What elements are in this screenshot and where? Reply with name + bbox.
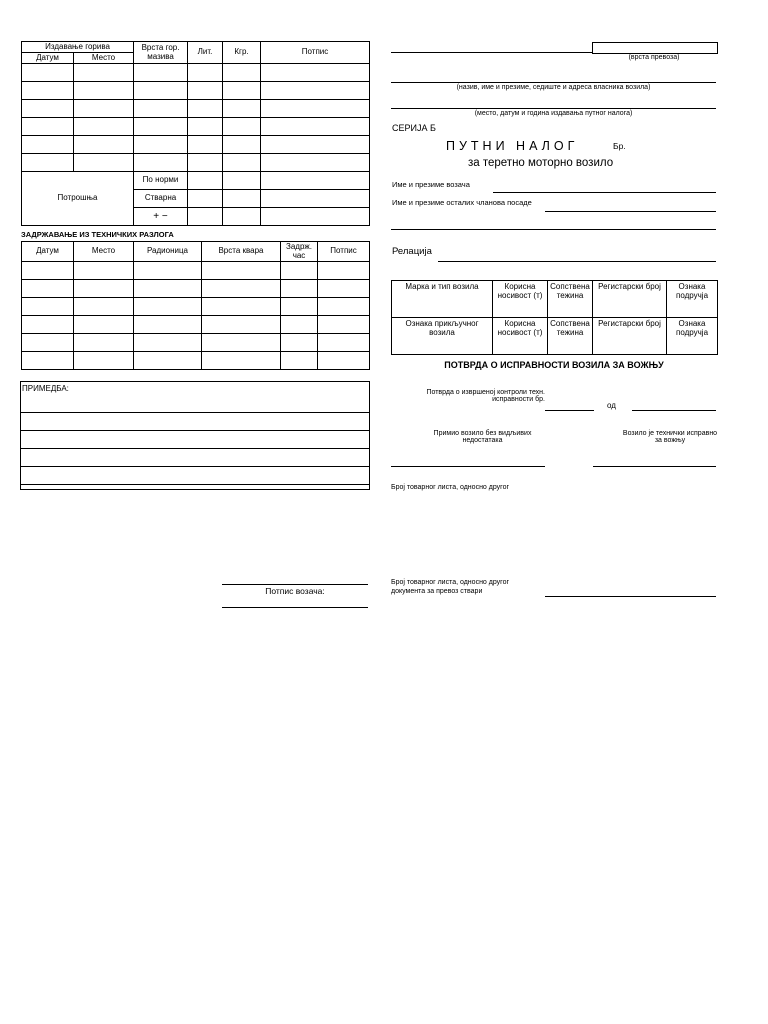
- fuel-cell[interactable]: [22, 100, 74, 118]
- fuel-cell[interactable]: [74, 100, 134, 118]
- fuel-type-header: Врста гор. мазива: [134, 42, 188, 64]
- trailer-registration-label: Регистарски број: [593, 318, 667, 355]
- driver-signature-line[interactable]: [222, 607, 368, 608]
- breakdown-cell[interactable]: [74, 352, 134, 370]
- transport-type-caption: (врста превоза): [628, 54, 680, 61]
- fuel-cell[interactable]: [261, 172, 370, 190]
- breakdown-cell[interactable]: [134, 280, 202, 298]
- signature-header: Потпис: [261, 42, 370, 64]
- breakdown-cell[interactable]: [22, 334, 74, 352]
- fuel-cell[interactable]: [22, 118, 74, 136]
- fuel-cell[interactable]: [261, 82, 370, 100]
- breakdown-cell[interactable]: [74, 298, 134, 316]
- cargo-doc-label: Број товарног листа, односно другог документа за превоз ствари: [391, 579, 510, 595]
- fuel-cell[interactable]: [134, 136, 188, 154]
- remark-label: ПРИМЕДБА:: [22, 384, 69, 393]
- fuel-cell[interactable]: [134, 64, 188, 82]
- crew-names-label: Име и презиме осталих чланова посаде: [392, 198, 532, 207]
- breakdown-cell[interactable]: [281, 316, 318, 334]
- place-header: Место: [74, 53, 134, 64]
- cargo-doc-fragment: [391, 483, 591, 491]
- fuel-cell[interactable]: [261, 208, 370, 226]
- breakdown-cell[interactable]: [318, 280, 370, 298]
- fuel-cell[interactable]: [134, 154, 188, 172]
- remark-line: [21, 466, 369, 467]
- consumption-diff-label: + −: [134, 208, 188, 226]
- breakdown-cell[interactable]: [318, 352, 370, 370]
- breakdown-cell[interactable]: [318, 298, 370, 316]
- fuel-issuance-header: Издавање горива: [22, 42, 134, 53]
- date-header: Датум: [22, 53, 74, 64]
- breakdown-hours-header: Задрж. час: [281, 242, 318, 262]
- trailer-label: Ознака прикључног возила: [392, 318, 493, 355]
- consumption-actual-label: Стварна: [134, 190, 188, 208]
- fuel-cell[interactable]: [74, 82, 134, 100]
- received-signature-line[interactable]: [391, 466, 545, 467]
- breakdown-cell[interactable]: [318, 316, 370, 334]
- fuel-cell[interactable]: [223, 208, 261, 226]
- breakdown-fault-header: Врста квара: [202, 242, 281, 262]
- fuel-cell[interactable]: [223, 136, 261, 154]
- breakdown-date-header: Датум: [22, 242, 74, 262]
- breakdown-cell[interactable]: [22, 316, 74, 334]
- remark-line: [21, 430, 369, 431]
- fuel-cell[interactable]: [223, 154, 261, 172]
- fuel-cell[interactable]: [74, 64, 134, 82]
- issue-line[interactable]: [391, 108, 716, 109]
- breakdown-cell[interactable]: [202, 262, 281, 280]
- breakdown-cell[interactable]: [22, 298, 74, 316]
- relation-label: Релација: [392, 246, 432, 257]
- control-label: Потврда о извршеној контроли техн. исправности бр.: [426, 389, 545, 403]
- breakdown-signature-header: Потпис: [318, 242, 370, 262]
- fuel-cell[interactable]: [188, 154, 223, 172]
- fuel-cell[interactable]: [261, 190, 370, 208]
- crew-names-line-2[interactable]: [391, 229, 716, 230]
- breakdown-cell[interactable]: [74, 280, 134, 298]
- breakdown-cell[interactable]: [281, 262, 318, 280]
- cargo-doc-line[interactable]: [545, 596, 716, 597]
- vehicle-make-label: Марка и тип возила: [392, 281, 493, 318]
- breakdown-cell[interactable]: [281, 334, 318, 352]
- driver-signature-top-line: [222, 584, 368, 585]
- trailer-capacity-label: Корисна носивост (т): [493, 318, 548, 355]
- series-label: СЕРИЈА Б: [392, 123, 436, 133]
- breakdown-cell[interactable]: [134, 298, 202, 316]
- fuel-cell[interactable]: [223, 190, 261, 208]
- breakdown-cell[interactable]: [134, 352, 202, 370]
- breakdown-workshop-header: Радионица: [134, 242, 202, 262]
- breakdown-cell[interactable]: [134, 316, 202, 334]
- breakdown-cell[interactable]: [202, 316, 281, 334]
- fuel-cell[interactable]: [261, 154, 370, 172]
- breakdown-cell[interactable]: [74, 316, 134, 334]
- breakdown-cell[interactable]: [281, 280, 318, 298]
- transport-type-box[interactable]: [592, 42, 718, 54]
- remark-line: [21, 448, 369, 449]
- fuel-table: [21, 41, 370, 226]
- breakdown-cell[interactable]: [74, 334, 134, 352]
- owner-line[interactable]: [391, 82, 716, 83]
- breakdown-cell[interactable]: [134, 334, 202, 352]
- owner-caption: (назив, име и презиме, седиште и адреса власника возила): [456, 84, 651, 91]
- driver-signature-label: Потпис возача:: [265, 586, 325, 596]
- breakdown-cell[interactable]: [22, 262, 74, 280]
- vehicle-capacity-label: Корисна носивост (т): [493, 281, 548, 318]
- vehicle-registration-label: Регистарски број: [593, 281, 667, 318]
- vehicle-ok-label: Возило је технички исправно за вожњу: [622, 430, 718, 444]
- confirm-title: ПОТВРДА О ИСПРАВНОСТИ ВОЗИЛА ЗА ВОЖЊУ: [444, 360, 664, 370]
- breakdown-cell[interactable]: [281, 352, 318, 370]
- document-subtitle: за теретно моторно возило: [468, 157, 614, 169]
- fuel-cell[interactable]: [188, 208, 223, 226]
- fuel-cell[interactable]: [188, 190, 223, 208]
- relation-line[interactable]: [438, 261, 716, 262]
- control-date-line[interactable]: [632, 410, 716, 411]
- fuel-cell[interactable]: [261, 100, 370, 118]
- breakdown-cell[interactable]: [202, 298, 281, 316]
- liters-header: Лит.: [188, 42, 223, 64]
- document-title: ПУТНИ НАЛОГ: [446, 139, 579, 153]
- fuel-cell[interactable]: [223, 100, 261, 118]
- transport-type-line[interactable]: [391, 52, 592, 53]
- driver-name-label: Име и презиме возача: [392, 180, 470, 189]
- fuel-cell[interactable]: [188, 100, 223, 118]
- fuel-cell[interactable]: [188, 136, 223, 154]
- fuel-cell[interactable]: [134, 118, 188, 136]
- driver-name-line[interactable]: [493, 192, 716, 193]
- fuel-cell[interactable]: [223, 82, 261, 100]
- fuel-cell[interactable]: [188, 172, 223, 190]
- fuel-cell[interactable]: [74, 154, 134, 172]
- from-label: од: [607, 401, 616, 410]
- vehicle-table: [391, 280, 718, 355]
- fuel-cell[interactable]: [134, 82, 188, 100]
- fuel-cell[interactable]: [22, 82, 74, 100]
- fuel-cell[interactable]: [261, 64, 370, 82]
- fuel-cell[interactable]: [188, 118, 223, 136]
- number-label: Бр.: [613, 141, 626, 151]
- control-number-line[interactable]: [545, 410, 594, 411]
- crew-names-line[interactable]: [545, 211, 716, 212]
- breakdown-cell[interactable]: [202, 352, 281, 370]
- breakdown-cell[interactable]: [22, 280, 74, 298]
- breakdown-table: [21, 241, 370, 370]
- vehicle-ok-signature-line[interactable]: [593, 466, 716, 467]
- consumption-norm-label: По норми: [134, 172, 188, 190]
- cargo-doc-fragment-text: Број товарног листа, односно другог: [391, 484, 510, 491]
- fuel-cell[interactable]: [74, 136, 134, 154]
- breakdown-cell[interactable]: [202, 280, 281, 298]
- vehicle-area-label: Ознака подручја: [667, 281, 718, 318]
- received-label: Примио возило без видљивих недостатака: [433, 430, 532, 444]
- fuel-cell[interactable]: [223, 172, 261, 190]
- fuel-cell[interactable]: [261, 118, 370, 136]
- fuel-cell[interactable]: [22, 154, 74, 172]
- trailer-weight-label: Сопствена тежина: [548, 318, 593, 355]
- fuel-cell[interactable]: [134, 100, 188, 118]
- breakdown-cell[interactable]: [74, 262, 134, 280]
- trailer-area-label: Ознака подручја: [667, 318, 718, 355]
- breakdown-cell[interactable]: [318, 334, 370, 352]
- breakdown-cell[interactable]: [134, 262, 202, 280]
- breakdown-cell[interactable]: [202, 334, 281, 352]
- fuel-cell[interactable]: [261, 136, 370, 154]
- breakdown-cell[interactable]: [22, 352, 74, 370]
- fuel-cell[interactable]: [223, 64, 261, 82]
- remark-line: [21, 412, 369, 413]
- fuel-cell[interactable]: [22, 136, 74, 154]
- breakdown-title: ЗАДРЖАВАЊЕ ИЗ ТЕХНИЧКИХ РАЗЛОГА: [21, 230, 174, 239]
- fuel-cell[interactable]: [223, 118, 261, 136]
- breakdown-cell[interactable]: [318, 262, 370, 280]
- fuel-cell[interactable]: [188, 82, 223, 100]
- breakdown-place-header: Место: [74, 242, 134, 262]
- vehicle-weight-label: Сопствена тежина: [548, 281, 593, 318]
- fuel-cell[interactable]: [22, 64, 74, 82]
- issue-caption: (место, датум и година издавања путног налога): [474, 110, 633, 117]
- fuel-cell[interactable]: [188, 64, 223, 82]
- remark-box[interactable]: [20, 381, 370, 490]
- breakdown-cell[interactable]: [281, 298, 318, 316]
- remark-line: [21, 484, 369, 485]
- fuel-cell[interactable]: [74, 118, 134, 136]
- kg-header: Кгр.: [223, 42, 261, 64]
- consumption-label: Потрошња: [22, 172, 134, 226]
